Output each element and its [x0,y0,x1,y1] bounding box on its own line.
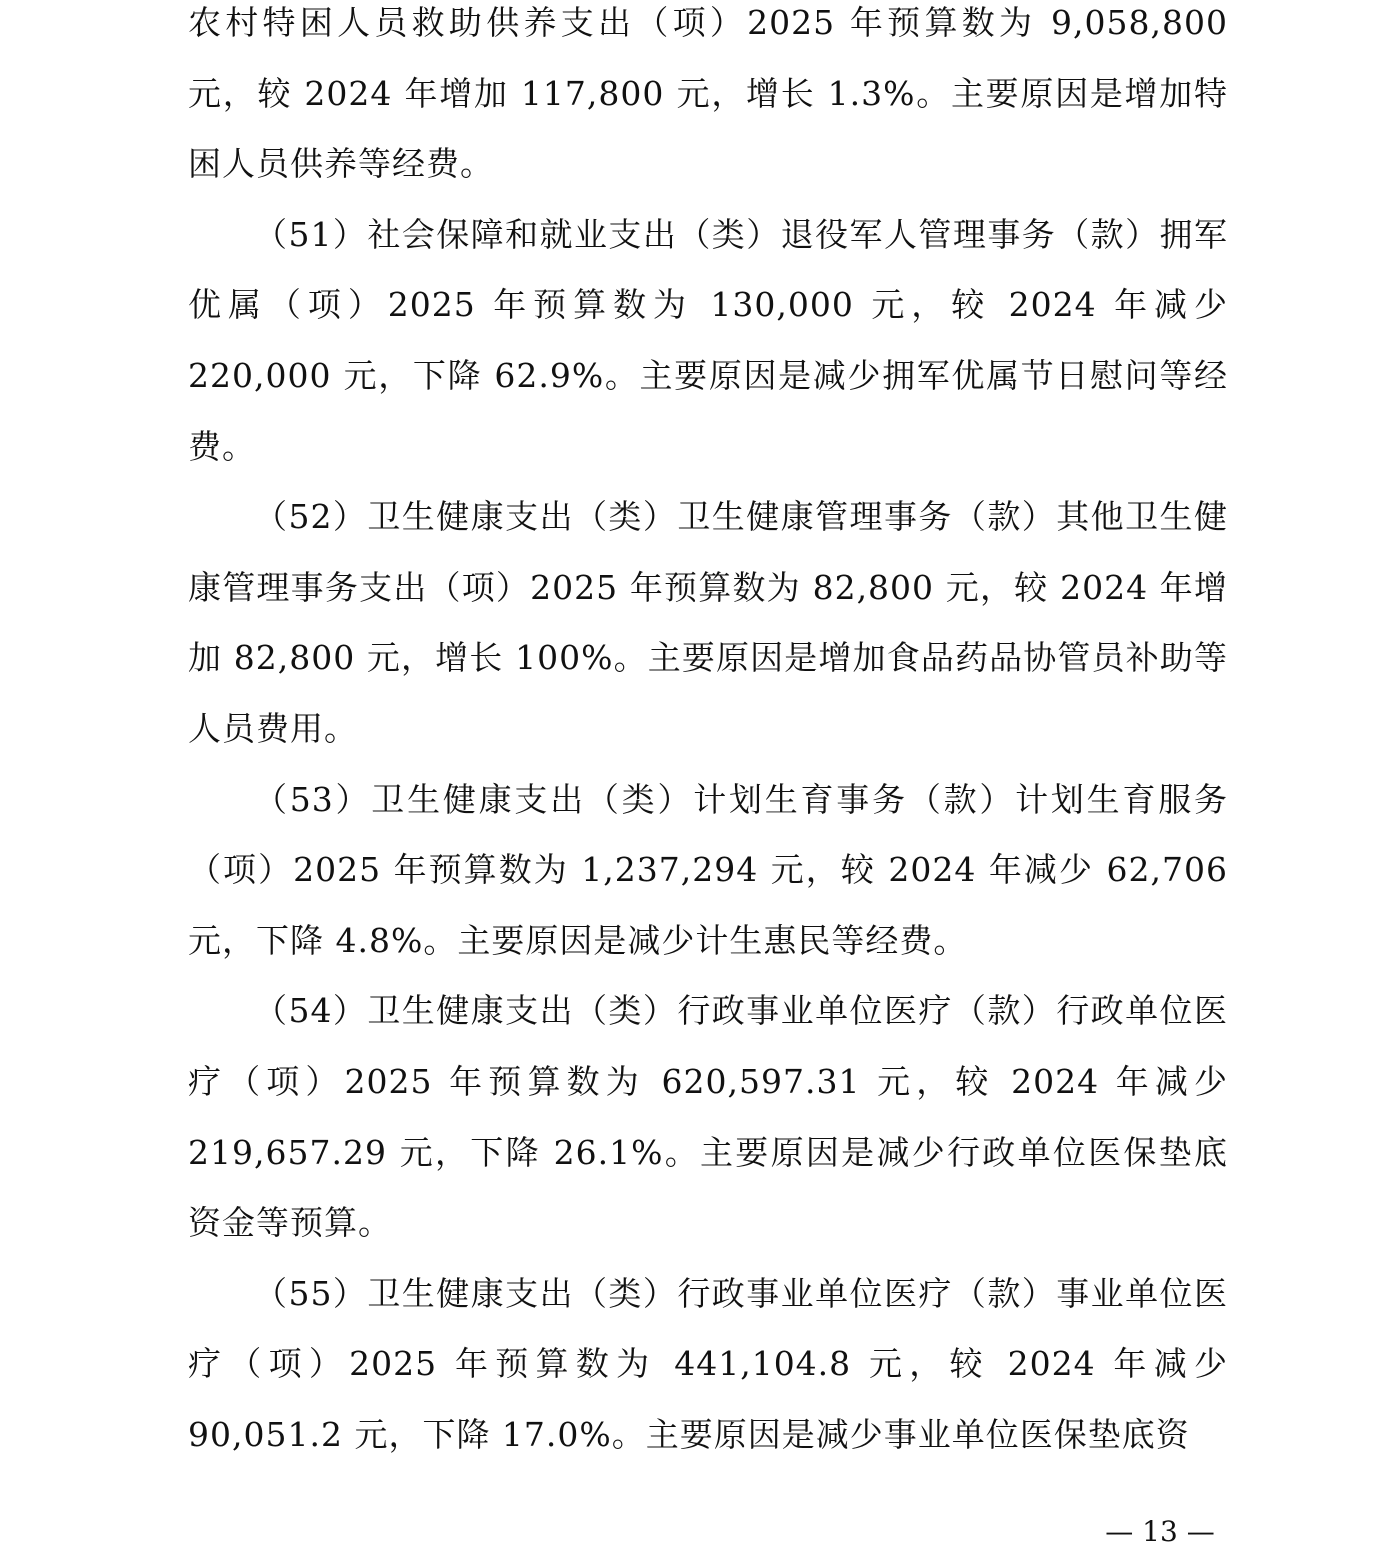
paragraph-continued: 农村特困人员救助供养支出（项）2025 年预算数为 9,058,800 元，较 2024 年增加 117,800 元，增长 1.3%。主要原因是增加特困人员供养等经费。 [188,3,1228,184]
paragraph-52: （52）卫生健康支出（类）卫生健康管理事务（款）其他卫生健康管理事务支出（项）2025 年预算数为 82,800 元，较 2024 年增加 82,800 元，增长 100%。主要原因是增加食品药品协管员补助等人员费用。 [188,497,1228,748]
paragraph-54: （54）卫生健康支出（类）行政事业单位医疗（款）行政单位医疗（项）2025 年预算数为 620,597.31 元，较 2024 年减少 219,657.29 元，下降 26.1%。主要原因是减少行政单位医保垫底资金等预算。 [188,991,1228,1243]
paragraph-51: （51）社会保障和就业支出（类）退役军人管理事务（款）拥军优属（项）2025 年预算数为 130,000 元，较 2024 年减少 220,000 元，下降 62.9%。主要原因是减少拥军优属节日慰问等经费。 [188,214,1228,466]
page-number: — 13 — [1105,1515,1215,1548]
body-text [188,0,1228,1470]
paragraph-53: （53）卫生健康支出（类）计划生育事务（款）计划生育服务（项）2025 年预算数为 1,237,294 元，较 2024 年减少 62,706 元，下降 4.8%。主要原因是减少计生惠民等经费。 [188,779,1228,960]
paragraph-55: （55）卫生健康支出（类）行政事业单位医疗（款）事业单位医疗（项）2025 年预算数为 441,104.8 元，较 2024 年减少 90,051.2 元，下降 17.0%。主要原因是减少事业单位医保垫底资 [188,1273,1228,1454]
